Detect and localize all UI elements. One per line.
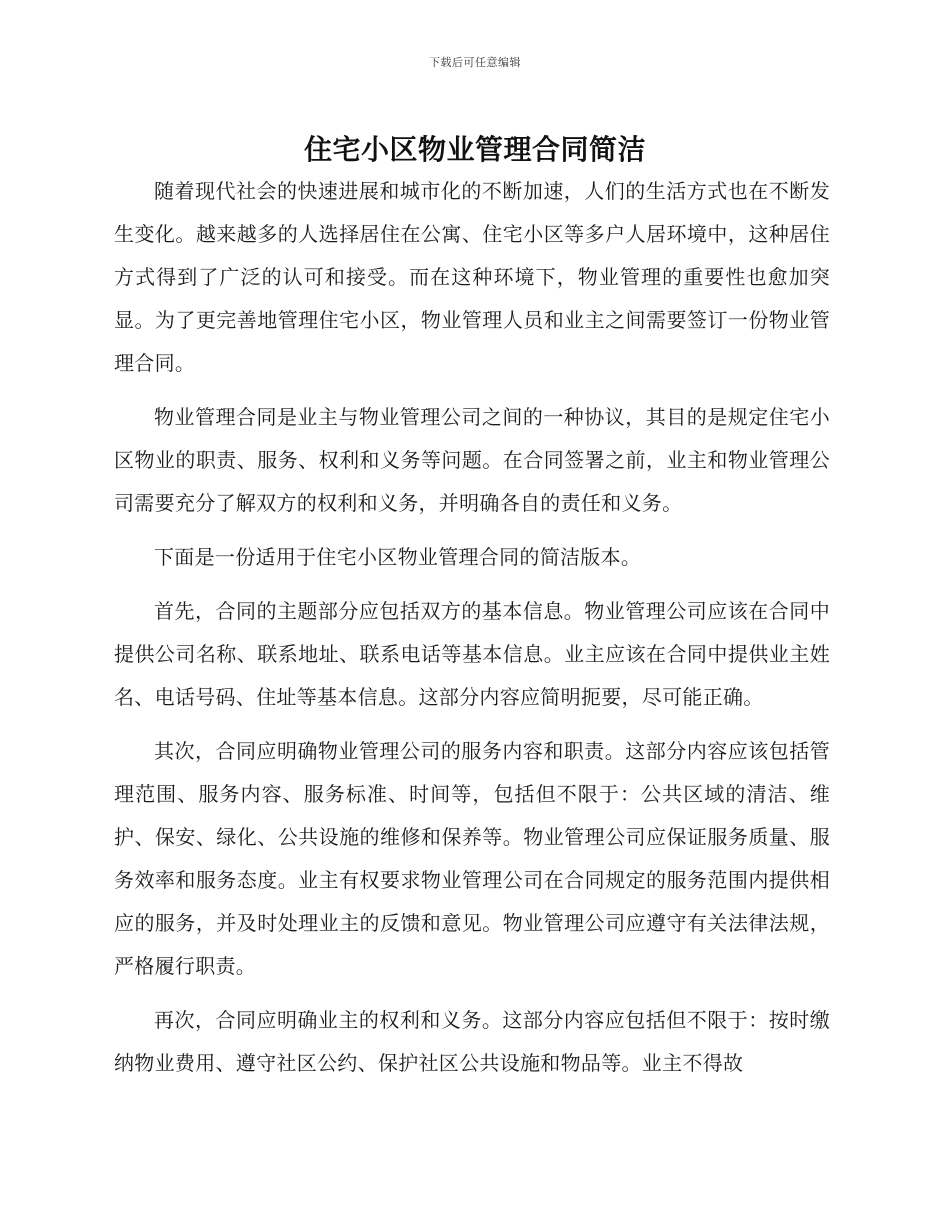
paragraph-owner-rights: 再次，合同应明确业主的权利和义务。这部分内容应包括但不限于：按时缴纳物业费用、遵守社区公约、保护社区公共设施和物品等。业主不得故 [114,1008,830,1075]
document-title: 住宅小区物业管理合同简洁 [303,133,646,166]
paragraph-version-note: 下面是一份适用于住宅小区物业管理合同的简洁版本。 [154,545,642,569]
paragraph-basic-info: 首先，合同的主题部分应包括双方的基本信息。物业管理公司应该在合同中提供公司名称、联系地址、联系电话等基本信息。业主应该在合同中提供业主姓名、电话号码、住址等基本信息。这部分内容应简明扼要，尽可能正确。 [114,599,830,709]
paragraph-intro: 随着现代社会的快速进展和城市化的不断加速，人们的生活方式也在不断发生变化。越来越多的人选择居住在公寓、住宅小区等多户人居环境中，这种居住方式得到了广泛的认可和接受。而在这种环境下，物业管理的重要性也愈加突显。为了更完善地管理住宅小区，物业管理人员和业主之间需要签订一份物业管理合同。 [114,179,830,375]
page-header: 下载后可任意编辑 [429,56,521,69]
document-body [114,170,830,1096]
paragraph-services: 其次，合同应明确物业管理公司的服务内容和职责。这部分内容应该包括管理范围、服务内容、服务标准、时间等，包括但不限于：公共区域的清洁、维护、保安、绿化、公共设施的维修和保养等。物业管理公司应保证服务质量、服务效率和服务态度。业主有权要求物业管理公司在合同规定的服务范围内提供相应的服务，并及时处理业主的反馈和意见。物业管理公司应遵守有关法律法规，严格履行职责。 [114,739,830,978]
paragraph-definition: 物业管理合同是业主与物业管理公司之间的一种协议，其目的是规定住宅小区物业的职责、服务、权利和义务等问题。在合同签署之前，业主和物业管理公司需要充分了解双方的权利和义务，并明确各自的责任和义务。 [114,405,830,515]
